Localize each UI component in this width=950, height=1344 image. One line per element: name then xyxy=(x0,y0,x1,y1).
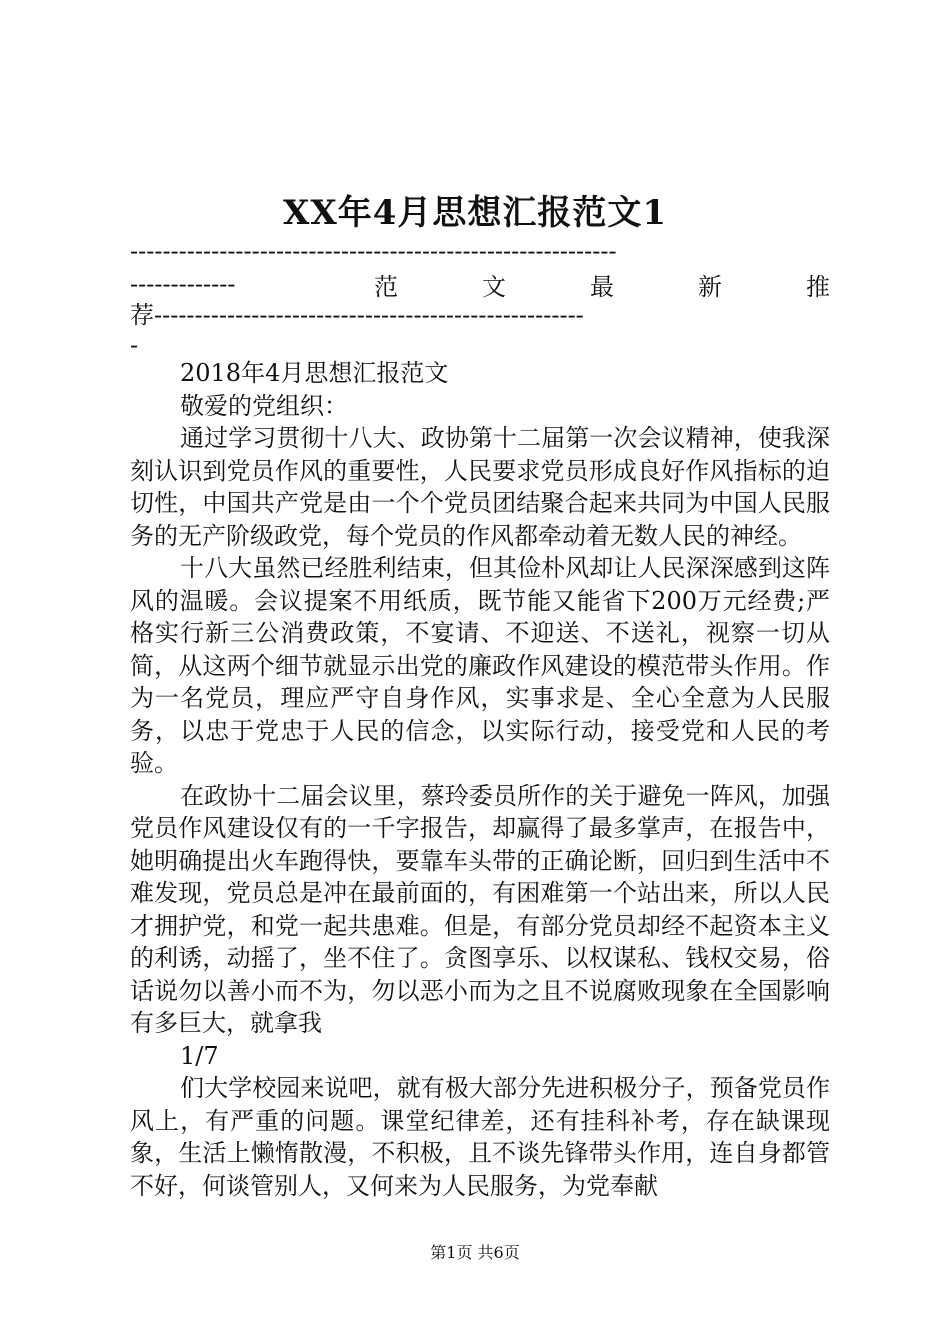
paragraph: 通过学习贯彻十八大、政协第十二届第一次会议精神，使我深刻认识到党员作风的重要性，人民要求党员形成良好作风指标的迫切性，中国共产党是由一个个党员团结聚合起来共同为中国人民服务的无产阶级政党，每个党员的作风都牵动着无数人民的神经。 xyxy=(130,424,830,550)
paragraph: 在政协十二届会议里，蔡玲委员所作的关于避免一阵风，加强党员作风建设仅有的一千字报告，却赢得了最多掌声，在报告中，她明确提出火车跑得快，要靠车头带的正确论断，回归到生活中不难发现，党员总是冲在最前面的，有困难第一个站出来，所以人民才拥护党，和党一起共患难。但是，有部分党员却经不起资本主义的利诱，动摇了，坐不住了。贪图享乐、以权谋私、钱权交易，俗话说勿以善小而不为，勿以恶小而为之且不说腐败现象在全国影响有多巨大，就拿我 xyxy=(130,781,830,1037)
recommend-char: 最 xyxy=(590,272,614,301)
salutation: 敬爱的党组织： xyxy=(180,391,348,420)
document-subtitle: 2018年4月思想汇报范文 xyxy=(180,359,449,387)
divider-bottom: 荐----------------------------------------------------- xyxy=(130,301,584,329)
divider-tail: - xyxy=(130,331,139,359)
page-marker: 1/7 xyxy=(180,1041,219,1070)
recommend-line xyxy=(130,268,830,300)
page-footer: 第1页 共6页 xyxy=(430,1243,520,1262)
divider-top: ------------------------------------------------------------ xyxy=(130,237,617,265)
recommend-char: 文 xyxy=(482,272,506,301)
document-body xyxy=(130,357,830,1202)
paragraph: 十八大虽然已经胜利结束，但其俭朴风却让人民深深感到这阵风的温暖。会议提案不用纸质，既节能又能省下200万元经费;严格实行新三公消费政策，不宴请、不迎送、不送礼，视察一切从简，从这两个细节就显示出党的廉政作风建设的模范带头作用。作为一名党员，理应严守自身作风，实事求是、全心全意为人民服务，以忠于党忠于人民的信念，以实际行动，接受党和人民的考验。 xyxy=(130,554,830,777)
recommend-dashes: ------------- xyxy=(130,270,236,298)
recommend-char: 范 xyxy=(374,272,398,301)
document-title: XX年4月思想汇报范文1 xyxy=(282,193,668,233)
paragraph-continuation: 们大学校园来说吧，就有极大部分先进积极分子，预备党员作风上，有严重的问题。课堂纪律差，还有挂科补考，存在缺课现象，生活上懒惰散漫，不积极，且不谈先锋带头作用，连自身都管不好，何谈管别人，又何来为人民服务，为党奉献 xyxy=(130,1074,830,1200)
recommend-char: 新 xyxy=(698,272,722,301)
recommend-char: 推 xyxy=(806,272,830,301)
